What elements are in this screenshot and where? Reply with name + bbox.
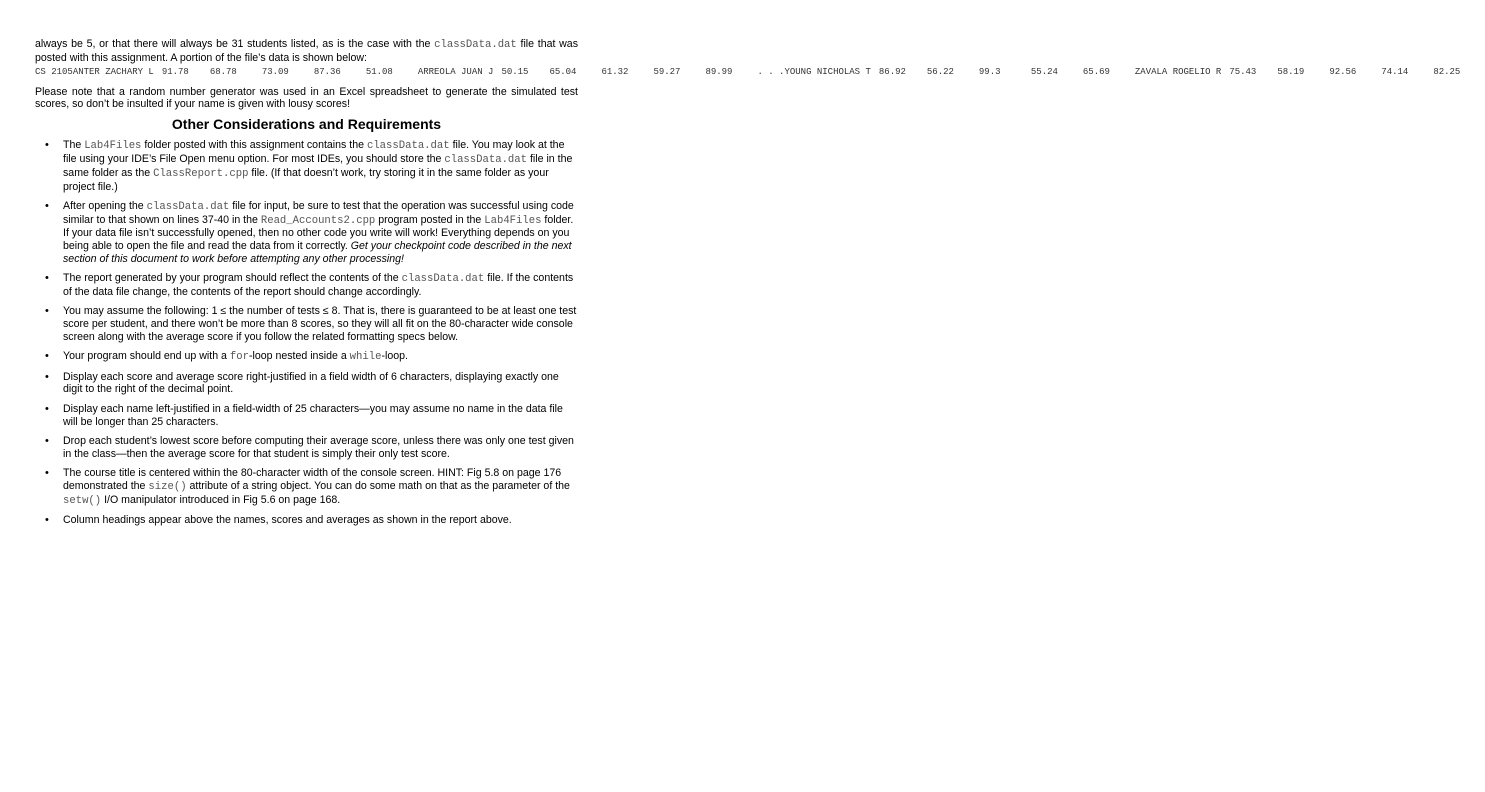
requirement-item [35,200,578,266]
requirement-item: • Drop each student’s lowest score before computing their average score, unless there was only one test given in the class—then the average score for that student is simply their only test score. [35,435,578,461]
text: -loop nested inside a [248,350,350,363]
score: 61.32 [601,66,629,77]
score: 51.08 [365,66,393,77]
score: 65.04 [549,66,577,77]
requirement-item: • Column headings appear above the names, scores and averages as shown in the report above. [35,514,578,527]
score: 86.92 [878,66,906,77]
listing-count: 5 [67,66,73,77]
score: 59.27 [653,66,681,77]
filename-code: ClassReport.cpp [153,167,249,180]
text: file for input, be sure to test that the operation was successful using code similar to that shown on lines 37-40 in the [63,199,574,226]
student-name: ARREOLA JUAN J [417,66,494,77]
requirement-item: • Display each name left-justified in a field-width of 25 characters—you may assume no name in the data file will be longer than 25 characters. [35,403,578,429]
filename-code: classData.dat [444,153,528,166]
score: 99.3 [978,66,1001,77]
filename-code: classData.dat [366,140,450,153]
text: -loop. [381,350,408,363]
intro-text: always be 5, or that there will always be 31 students listed, as is the case with the [35,38,435,50]
emphasis-text: Get your checkpoint code described in the next section of this document to work before attempting any other processing! [63,240,572,266]
filename-code: Read_Accounts2.cpp [260,214,376,227]
listing-course: CS 210 [35,66,68,77]
text: After opening the [63,199,147,212]
filename-code: Lab4Files [484,214,542,227]
requirement-item: • Display each score and average score right-justified in a field width of 6 characters, displaying exactly one digit to the right of the decimal point. [35,371,578,397]
requirement-item [35,467,578,507]
score: 56.22 [926,66,954,77]
section-heading: Other Considerations and Requirements [171,116,442,133]
intro-text: file that was posted with this assignment. A portion of the file’s data is shown below: [35,38,578,64]
text: file. You may look at the file using your IDE’s File Open menu option. For most IDEs, you should store the [63,139,565,165]
student-name: YOUNG NICHOLAS T [784,66,871,77]
note-paragraph: Please note that a random number generator was used in an Excel spreadsheet to generate the simulated test scores, so don’t be insulted if your name is given with lousy scores! [35,85,578,111]
text: The course title is centered within the 80-character width of the console screen. HINT: Fig 5.8 on page 176 demonstrated the [63,466,562,492]
text: The report generated by your program should reflect the contents of the [63,272,402,285]
requirement-item [35,139,578,193]
document-page [35,38,1461,533]
listing-ellipsis: . . . [757,66,785,77]
student-name: ANTER ZACHARY L [72,66,154,77]
function-code: setw() [63,494,102,507]
text: folder posted with this assignment contains the [141,139,367,152]
student-name: ZAVALA ROGELIO R [1134,66,1222,77]
student-scores [493,67,757,78]
text: file. If the contents of the data file change, the contents of the report should change accordingly. [63,272,574,299]
score: 73.09 [261,66,289,77]
filename-code: Lab4Files [84,140,142,153]
requirements-list [35,139,578,526]
intro-paragraph [35,38,578,65]
score: 91.78 [161,66,189,77]
keyword-code: while [349,351,382,364]
score: 87.36 [313,66,341,77]
score: 55.24 [1030,66,1058,77]
score: 74.14 [1381,66,1409,77]
filename-code: classData.dat [401,273,485,286]
score: 82.25 [1433,66,1461,77]
score: 75.43 [1229,66,1257,77]
text: The [63,139,85,152]
function-code: size() [148,480,187,493]
text: file in the same folder as the [63,152,573,179]
requirement-item [35,272,578,299]
text: I/O manipulator introduced in Fig 5.6 on page 168. [101,493,341,506]
score: 65.69 [1082,66,1110,77]
requirement-item: • You may assume the following: 1 ≤ the number of tests ≤ 8. That is, there is guaranteed to be at least one test score per student, and there won’t be more than 8 scores, so they will all fit on the 80-character wide console screen along with the average score if you follow the related formatting specs below. [35,305,578,343]
text: Your program should end up with a [63,350,230,363]
text: program posted in the [375,213,485,226]
data-file-listing [35,66,1461,78]
score: 89.99 [705,66,733,77]
score: 68.78 [209,66,237,77]
filename-code: classData.dat [146,200,230,213]
student-scores [154,67,418,78]
text: folder. If your data file isn’t successfully opened, then no other code you write will work! Everything depends on you being able to open the file and read the data from it correctly. [63,213,574,253]
text: file. (If that doesn’t work, try storing it in the same folder as your project file.) [63,166,549,193]
student-scores [871,67,1135,78]
score: 58.19 [1277,66,1305,77]
student-scores [1221,67,1485,78]
score: 92.56 [1329,66,1357,77]
requirement-item [35,350,578,364]
keyword-code: for [229,351,249,364]
score: 50.15 [501,66,529,77]
text: attribute of a string object. You can do some math on that as the parameter of the [186,479,570,492]
filename-code: classData.dat [434,39,517,51]
